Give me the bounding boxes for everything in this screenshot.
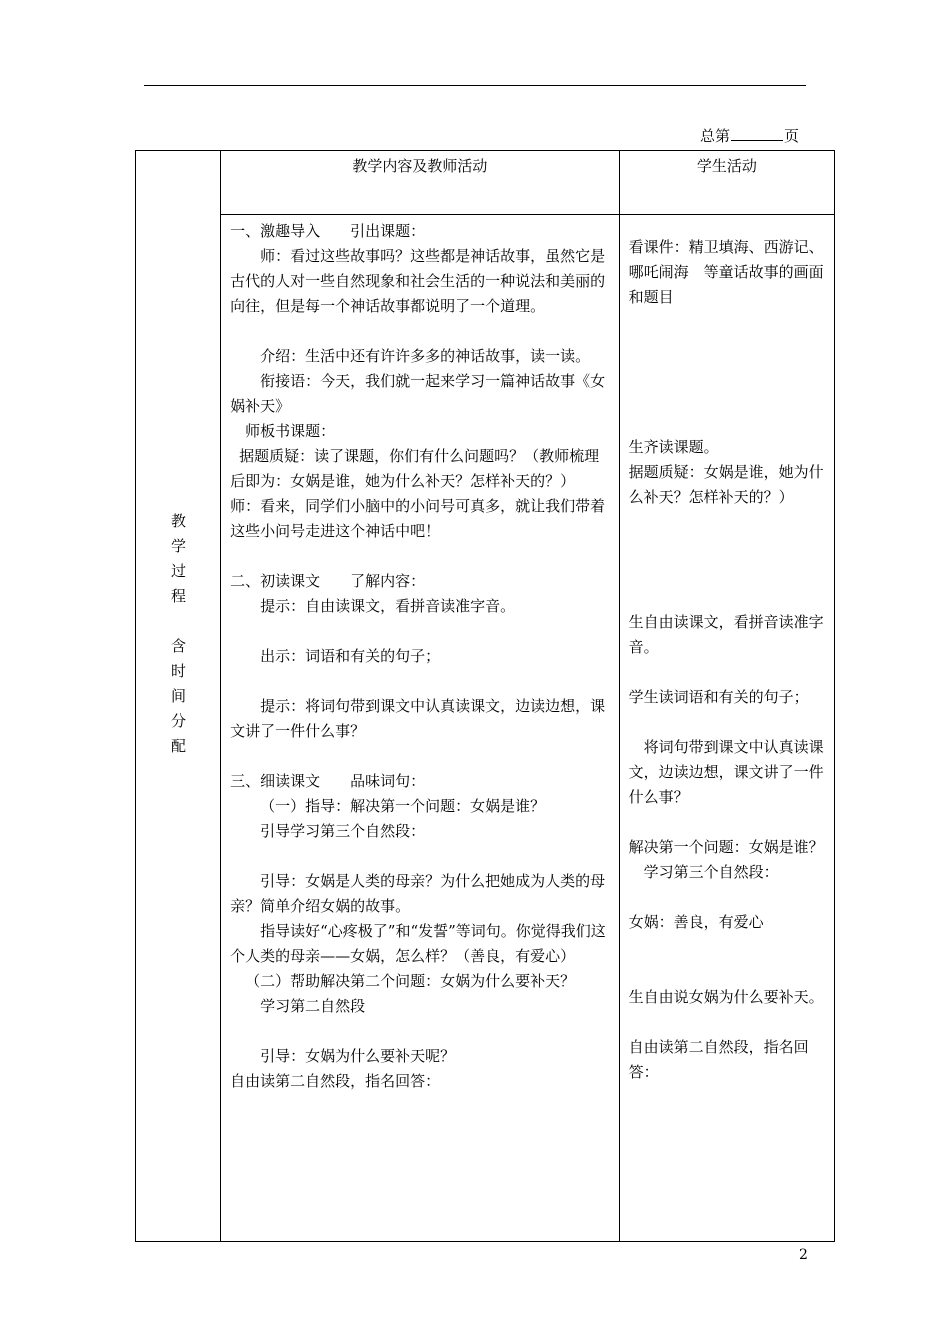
student-paragraph: 看课件：精卫填海、西游记、哪吒闹海 等童话故事的画面和题目 bbox=[628, 238, 824, 306]
teacher-paragraph: 师板书课题： bbox=[245, 422, 336, 440]
table-header-row bbox=[136, 151, 835, 215]
header-rule bbox=[144, 85, 806, 86]
student-paragraph bbox=[629, 885, 828, 910]
student-paragraph: 生自由说女娲为什么要补天。 bbox=[628, 988, 824, 1006]
page-total-suffix: 页 bbox=[784, 127, 800, 145]
side-label-char: 程 bbox=[170, 587, 186, 605]
student-paragraph bbox=[629, 935, 828, 960]
teacher-paragraph bbox=[230, 669, 611, 694]
table-body-row bbox=[136, 215, 835, 1242]
student-paragraph bbox=[629, 410, 828, 435]
teacher-paragraph bbox=[230, 619, 611, 644]
student-paragraph bbox=[629, 335, 828, 360]
teacher-paragraph: （一）指导：解决第一个问题：女娲是谁？ bbox=[260, 797, 546, 815]
student-paragraph: 将词句带到课文中认真读课文，边读边想，课文讲了一件什么事？ bbox=[628, 738, 824, 806]
student-paragraph: 女娲：善良，有爱心 bbox=[628, 913, 764, 931]
student-paragraph bbox=[629, 810, 828, 835]
teacher-paragraph: 据题质疑：读了课题，你们有什么问题吗？（教师梳理后即为：女娲是谁，她为什么补天？怎样补天的？） bbox=[230, 447, 600, 490]
teacher-paragraph: 引导学习第三个自然段： bbox=[260, 822, 426, 840]
student-paragraph bbox=[629, 385, 828, 410]
student-column-header: 学生活动 bbox=[619, 151, 834, 215]
side-label bbox=[136, 509, 221, 759]
student-paragraph bbox=[629, 560, 828, 585]
teacher-paragraph bbox=[230, 1019, 611, 1044]
side-label-char: 教 bbox=[170, 512, 186, 530]
teacher-paragraph: 三、细读课文 品味词句： bbox=[230, 772, 426, 790]
page-total-blank bbox=[731, 126, 783, 141]
student-paragraph: 生自由读课文，看拼音读准字音。 bbox=[628, 613, 824, 656]
teacher-paragraph bbox=[230, 844, 611, 869]
student-activity-cell bbox=[619, 215, 834, 1242]
teacher-paragraph: 引导：女娲是人类的母亲？为什么把她成为人类的母亲？简单介绍女娲的故事。 bbox=[230, 872, 606, 915]
side-label-char bbox=[136, 609, 221, 634]
student-paragraph bbox=[629, 310, 828, 335]
side-label-char: 学 bbox=[170, 537, 186, 555]
teacher-paragraph: 提示：自由读课文，看拼音读准字音。 bbox=[260, 597, 516, 615]
student-paragraph: 自由读第二自然段，指名回答： bbox=[628, 1038, 809, 1081]
side-label-char: 配 bbox=[170, 737, 186, 755]
page-total-prefix: 总第 bbox=[700, 127, 731, 145]
teacher-paragraph: 引导：女娲为什么要补天呢？ bbox=[260, 1047, 456, 1065]
student-paragraph bbox=[629, 510, 828, 535]
teacher-paragraph: 学习第二自然段 bbox=[260, 997, 366, 1015]
side-label-char: 时 bbox=[170, 662, 186, 680]
teacher-paragraph bbox=[230, 544, 611, 569]
side-label-char: 过 bbox=[170, 562, 186, 580]
student-paragraph: 解决第一个问题：女娲是谁？ bbox=[628, 838, 824, 856]
side-label-cell bbox=[136, 151, 221, 1242]
student-paragraph: 学生读词语和有关的句子； bbox=[628, 688, 809, 706]
page-number: 2 bbox=[799, 1247, 808, 1263]
side-label-char: 含 bbox=[170, 637, 186, 655]
side-label-char: 间 bbox=[170, 687, 186, 705]
page-total-label bbox=[700, 125, 799, 146]
teacher-paragraph: 二、初读课文 了解内容： bbox=[230, 572, 426, 590]
teacher-column-header: 教学内容及教师活动 bbox=[221, 151, 620, 215]
teacher-paragraph: 师：看来，同学们小脑中的小问号可真多，就让我们带着这些小问号走进这个神话中吧！ bbox=[230, 497, 606, 540]
student-paragraph: 据题质疑：女娲是谁，她为什么补天？怎样补天的？） bbox=[628, 463, 824, 506]
student-paragraph bbox=[629, 1010, 828, 1035]
student-paragraph bbox=[629, 535, 828, 560]
teacher-paragraph: 一、激趣导入 引出课题： bbox=[230, 222, 426, 240]
teacher-paragraph: （二）帮助解决第二个问题：女娲为什么要补天？ bbox=[245, 972, 576, 990]
teacher-activity-cell bbox=[221, 215, 620, 1242]
teacher-paragraph bbox=[230, 744, 611, 769]
student-paragraph: 生齐读课题。 bbox=[628, 438, 719, 456]
teacher-paragraph: 衔接语：今天，我们就一起来学习一篇神话故事《女娲补天》 bbox=[230, 372, 606, 415]
student-paragraph bbox=[629, 585, 828, 610]
student-paragraph bbox=[629, 710, 828, 735]
student-paragraph bbox=[629, 660, 828, 685]
teacher-paragraph: 指导读好“心疼极了”和“发誓”等词句。你觉得我们这个人类的母亲——女娲，怎么样？（善良，有爱心） bbox=[230, 922, 606, 965]
student-paragraph: 学习第三个自然段： bbox=[643, 863, 779, 881]
teacher-paragraph: 出示：词语和有关的句子； bbox=[260, 647, 441, 665]
teacher-paragraph bbox=[230, 319, 611, 344]
student-paragraph bbox=[629, 360, 828, 385]
lesson-plan-table bbox=[135, 150, 835, 1242]
teacher-paragraph: 自由读第二自然段，指名回答： bbox=[230, 1072, 441, 1090]
student-paragraph bbox=[629, 960, 828, 985]
teacher-paragraph: 介绍：生活中还有许许多多的神话故事，读一读。 bbox=[260, 347, 591, 365]
teacher-paragraph: 师：看过这些故事吗？这些都是神话故事，虽然它是古代的人对一些自然现象和社会生活的一种说法和美丽的向往，但是每一个神话故事都说明了一个道理。 bbox=[230, 247, 606, 315]
side-label-char: 分 bbox=[170, 712, 186, 730]
teacher-paragraph: 提示：将词句带到课文中认真读课文，边读边想，课文讲了一件什么事？ bbox=[230, 697, 606, 740]
